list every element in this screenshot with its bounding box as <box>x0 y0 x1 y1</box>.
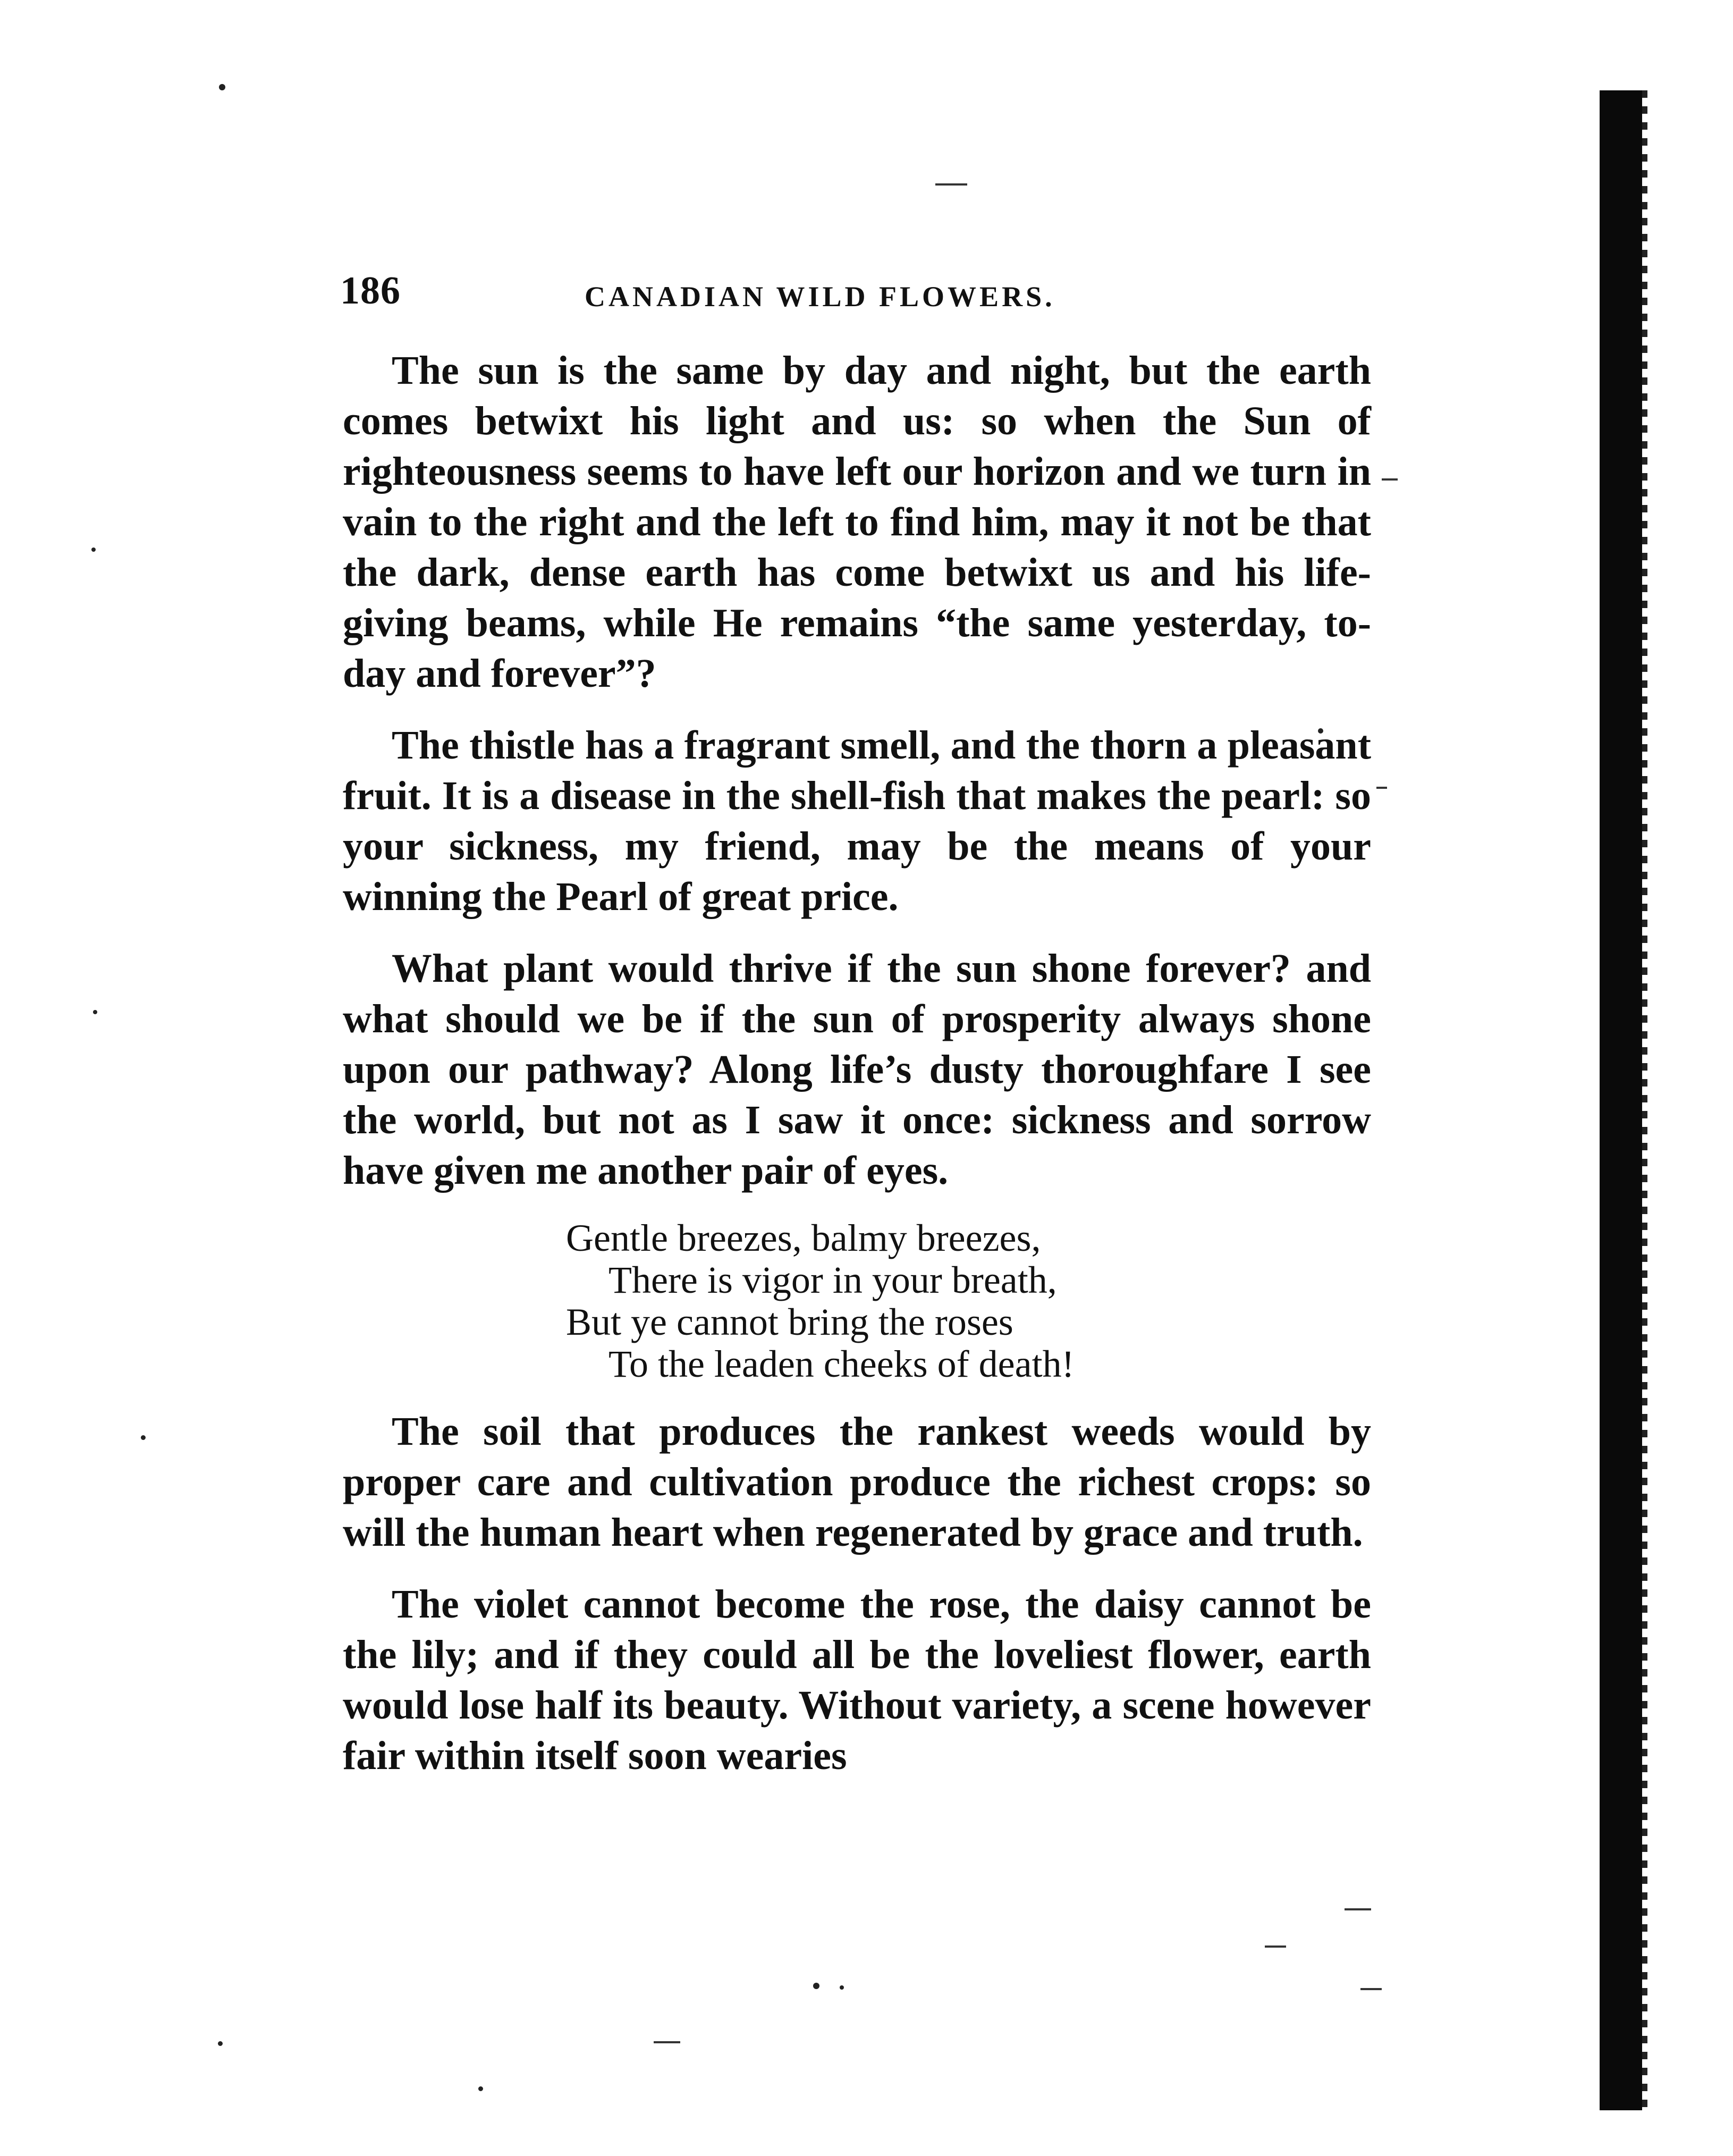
poem-stanza <box>566 1217 1371 1385</box>
scan-speck <box>93 1010 97 1014</box>
scan-speck <box>219 84 225 90</box>
running-header <box>340 268 1371 316</box>
scan-speck <box>478 2086 483 2091</box>
poem-line: There is vigor in your breath, <box>608 1259 1057 1301</box>
scan-mark <box>1345 1908 1371 1910</box>
scanner-edge-texture <box>1642 90 1647 2110</box>
paragraph: The sun is the same by day and night, but the earth comes betwixt his light and us: so when the Sun of righteousness seems to have left our horizon and we turn in vain to the right and the left to find him, may it not be that the dark, dense earth has come betwixt us and his life-giving beams, while He remains “the same yesterday, to-day and forever”? <box>343 348 1371 696</box>
poem-line: To the leaden cheeks of death! <box>608 1343 1075 1385</box>
scan-speck <box>813 1983 819 1989</box>
paragraph: The soil that produces the rankest weeds would by proper care and cultivation produce the richest crops: so will the human heart when regenerated by grace and truth. <box>343 1409 1371 1555</box>
scan-mark <box>935 183 967 186</box>
scan-speck <box>141 1435 146 1440</box>
scan-speck <box>840 1985 844 1990</box>
scan-mark <box>1376 787 1387 789</box>
poem-line: But ye cannot bring the roses <box>566 1301 1013 1343</box>
scan-speck <box>91 548 96 552</box>
paragraph: The thistle has a fragrant smell, and the thorn a pleasant fruit. It is a disease in the shell-fish that makes the pearl: so your sickness, my friend, may be the means of your winning the Pearl of great price. <box>343 723 1371 919</box>
paragraph: What plant would thrive if the sun shone forever? and what should we be if the sun of prosperity always shone upon our pathway? Along life’s dusty thoroughfare I see the world, but not as I saw it once: sickness and sorrow have given me another pair of eyes. <box>343 946 1371 1193</box>
scan-mark <box>1382 478 1398 481</box>
text-column <box>343 346 1371 1803</box>
scan-speck <box>218 2041 223 2046</box>
poem-line: Gentle breezes, balmy breezes, <box>566 1217 1041 1259</box>
running-title: CANADIAN WILD FLOWERS. <box>585 281 1055 313</box>
scan-mark <box>1360 1988 1382 1990</box>
page-number: 186 <box>340 269 401 313</box>
scan-mark <box>1265 1946 1286 1948</box>
scan-mark <box>654 2041 680 2043</box>
scanner-edge-bar <box>1600 90 1642 2110</box>
paragraph: The violet cannot become the rose, the daisy cannot be the lily; and if they could all be the loveliest flower, earth would lose half its beauty. Without variety, a scene however fair within itself soon wearies <box>343 1582 1371 1778</box>
